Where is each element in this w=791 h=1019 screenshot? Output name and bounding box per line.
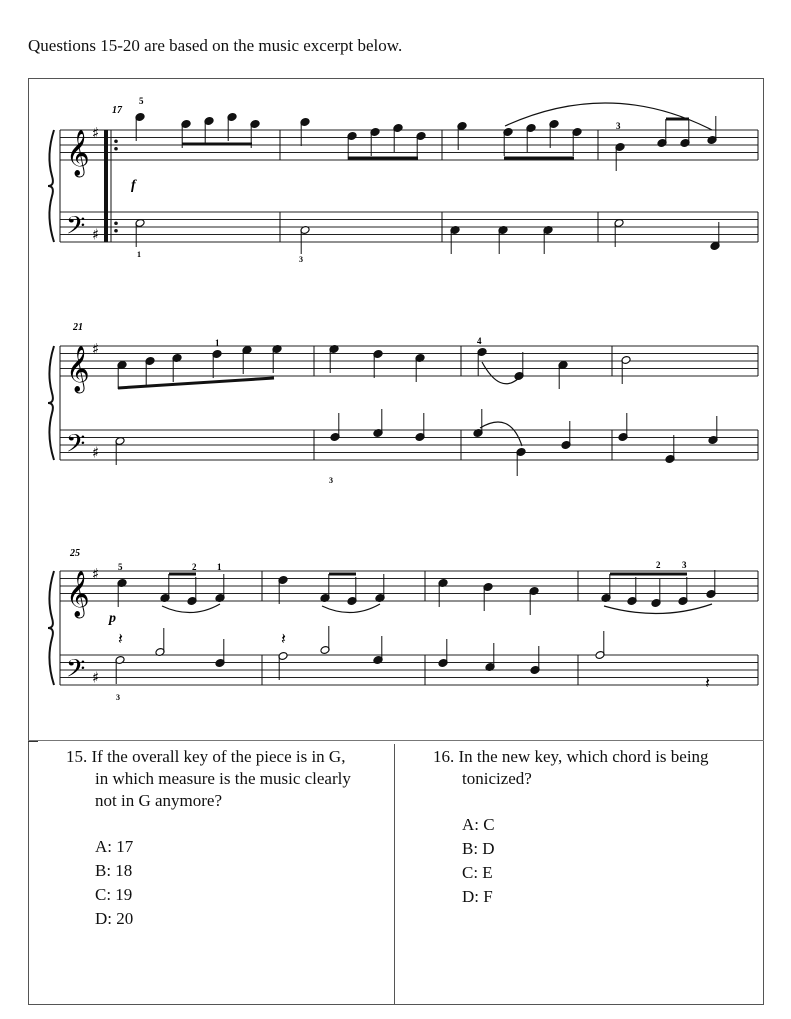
brace [48, 130, 54, 242]
treble-clef-icon: 𝄞 [66, 130, 90, 176]
fingering: 2 [656, 560, 661, 570]
question-16-number: 16. [433, 747, 455, 766]
answer-option[interactable]: A: C [462, 815, 495, 834]
rest-icon: 𝄽 [118, 629, 123, 648]
column-divider [394, 744, 395, 1005]
question-16-line-2: tonicized? [462, 769, 532, 788]
fingering: 3 [116, 693, 120, 702]
repeat-barline [104, 130, 108, 242]
question-15-options [66, 836, 388, 930]
brace [48, 346, 54, 460]
answer-option[interactable]: D: F [462, 887, 493, 906]
fingering: 5 [118, 562, 123, 572]
question-16-options [433, 814, 753, 908]
question-15-line-2: in which measure is the music clearly [95, 769, 351, 788]
question-15-stem [66, 746, 388, 812]
question-15-line-1: If the overall key of the piece is in G, [91, 747, 346, 766]
fingering: 3 [682, 560, 687, 570]
dynamic-forte: f [131, 178, 136, 193]
bass-clef-icon: 𝄢 [66, 429, 86, 465]
question-16-line-1: In the new key, which chord is being [458, 747, 709, 766]
bass-clef-icon: 𝄢 [66, 211, 86, 247]
answer-option[interactable]: C: E [462, 863, 493, 882]
brace [48, 571, 54, 685]
beam [118, 378, 274, 388]
question-16-stem [433, 746, 753, 790]
fingering: 1 [217, 562, 222, 572]
repeat-dot [114, 221, 118, 225]
question-16 [433, 746, 753, 910]
answer-option[interactable]: B: D [462, 839, 495, 858]
repeat-dot [114, 229, 118, 233]
key-signature-sharp-icon: ♯ [92, 225, 100, 244]
treble-clef-icon: 𝄞 [66, 346, 90, 392]
fingering: 2 [192, 562, 197, 572]
fingering: 3 [616, 121, 621, 131]
fingering: 1 [137, 250, 141, 259]
frame-tick [28, 741, 38, 742]
dynamic-piano: p [109, 611, 116, 626]
treble-clef-icon: 𝄞 [66, 571, 90, 617]
rest-icon: 𝄽 [705, 673, 710, 692]
frame-divider [28, 740, 764, 741]
slur [162, 604, 220, 613]
fingering: 1 [215, 338, 220, 348]
answer-option[interactable]: D: 20 [95, 909, 134, 928]
repeat-dot [114, 147, 118, 151]
answer-option[interactable]: C: 19 [95, 885, 133, 904]
question-15 [66, 746, 388, 932]
slur [480, 422, 522, 446]
question-15-line-3: not in G anymore? [95, 791, 222, 810]
key-signature-sharp-icon: ♯ [92, 124, 100, 142]
key-signature-sharp-icon: ♯ [92, 340, 100, 358]
bass-clef-icon: 𝄢 [66, 654, 86, 690]
fingering: 3 [299, 255, 303, 264]
measure-number-25: 25 [70, 548, 80, 559]
fingering: 3 [329, 476, 333, 485]
fingering: 5 [139, 96, 144, 106]
measure-number-21: 21 [73, 322, 83, 333]
answer-option[interactable]: B: 18 [95, 861, 133, 880]
answer-option[interactable]: A: 17 [95, 837, 134, 856]
slur [505, 103, 712, 130]
rest-icon: 𝄽 [281, 629, 286, 648]
key-signature-sharp-icon: ♯ [92, 668, 100, 687]
intro-text: Questions 15-20 are based on the music excerpt below. [28, 36, 403, 55]
key-signature-sharp-icon: ♯ [92, 443, 100, 462]
measure-number-17: 17 [112, 105, 122, 116]
fingering: 4 [477, 336, 482, 346]
slur [322, 604, 380, 613]
key-signature-sharp-icon: ♯ [92, 565, 100, 583]
question-15-number: 15. [66, 747, 88, 766]
slur [482, 362, 519, 384]
repeat-dot [114, 139, 118, 143]
